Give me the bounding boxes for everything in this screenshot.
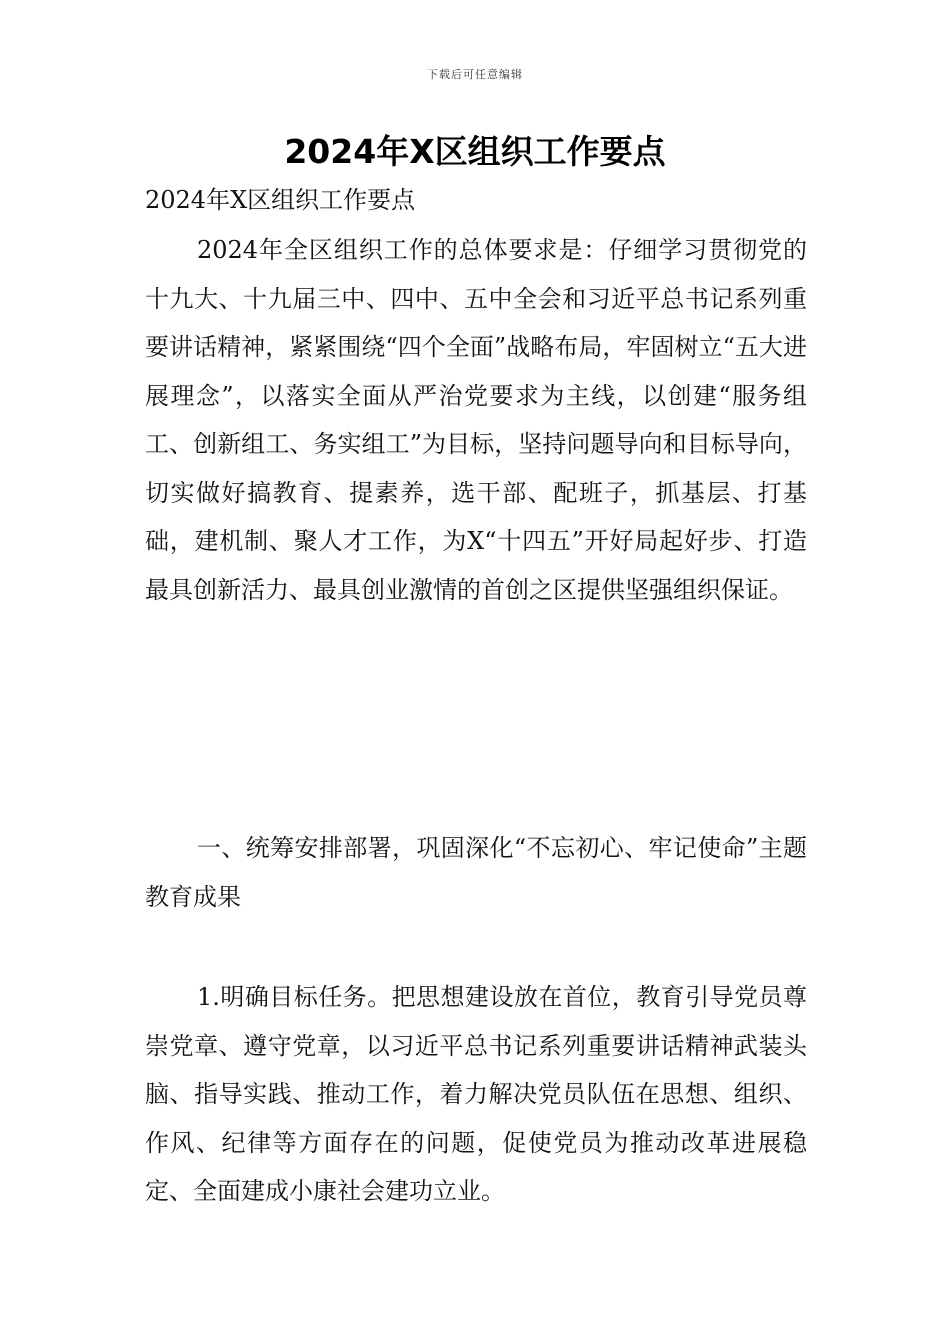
document-title: 2024年X区组织工作要点 [284, 132, 666, 171]
header-note: 下载后可任意编辑 [427, 68, 523, 81]
item-1-paragraph: 1.明确目标任务。把思想建设放在首位，教育引导党员尊崇党章、遵守党章，以习近平总书记系列重要讲话精神武装头脑、指导实践、推动工作，着力解决党员队伍在思想、组织、作风、纪律等方面存在的问题，促使党员为推动改革进展稳定、全面建成小康社会建功立业。 [145, 983, 807, 1205]
document-subtitle: 2024年X区组织工作要点 [145, 186, 416, 214]
section-1-heading: 一、统筹安排部署，巩固深化“不忘初心、牢记使命”主题教育成果 [145, 834, 807, 911]
intro-paragraph: 2024年全区组织工作的总体要求是：仔细学习贯彻党的十九大、十九届三中、四中、五中全会和习近平总书记系列重要讲话精神，紧紧围绕“四个全面”战略布局，牢固树立“五大进展理念”，以落实全面从严治党要求为主线，以创建“服务组工、创新组工、务实组工”为目标，坚持问题导向和目标导向，切实做好搞教育、提素养，选干部、配班子，抓基层、打基础，建机制、聚人才工作，为X“十四五”开好局起好步、打造最具创新活力、最具创业激情的首创之区提供坚强组织保证。 [145, 236, 807, 604]
